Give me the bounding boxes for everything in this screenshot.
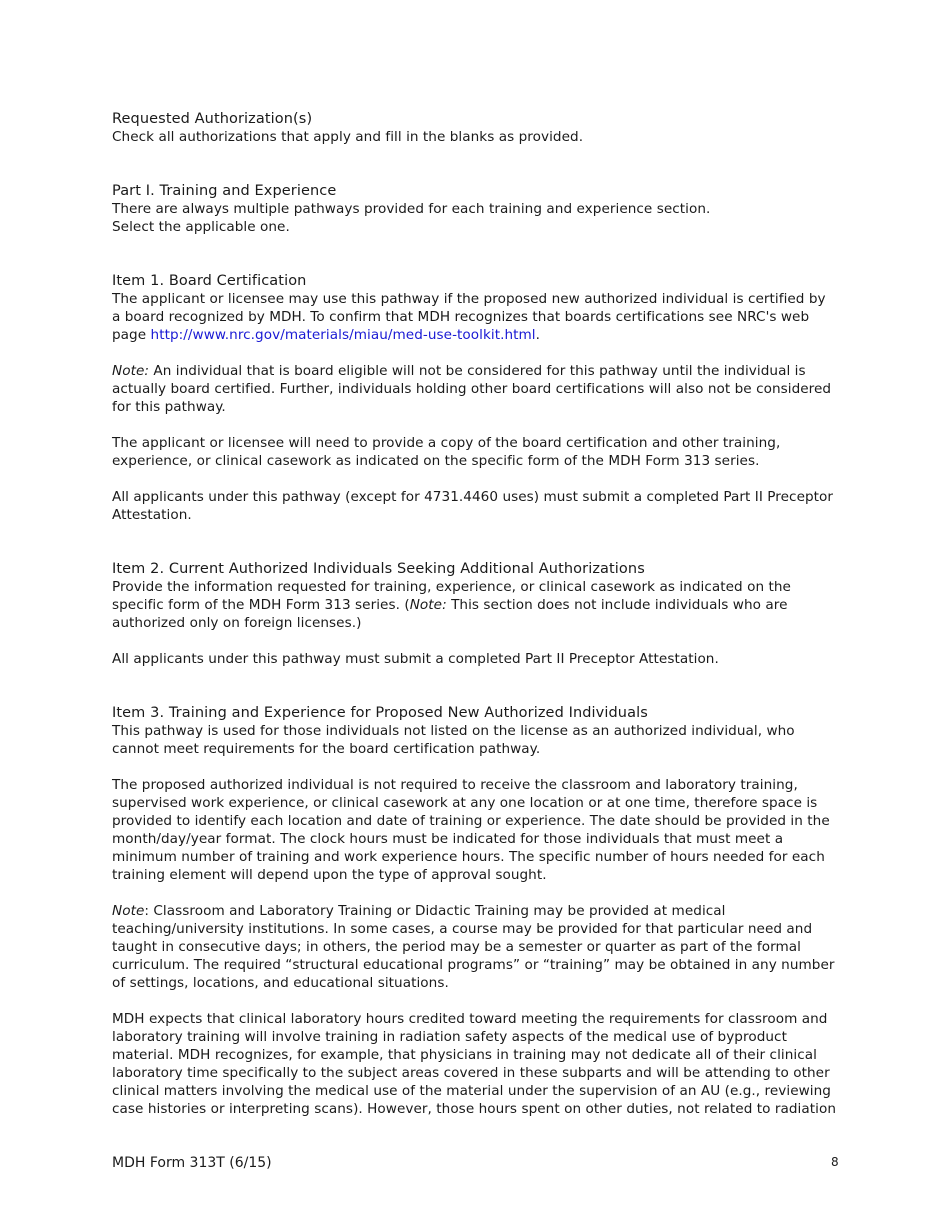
part1-line2: Select the applicable one. [112, 219, 290, 235]
item2-note-label: Note: [409, 597, 447, 613]
item3-note [112, 902, 838, 992]
item1-note [112, 362, 838, 416]
item1-p1-end: . [535, 327, 541, 343]
item2-paragraph-2: All applicants under this pathway must submit a completed Part II Preceptor Attestation. [112, 651, 719, 667]
item1-note-label: Note: [112, 363, 150, 379]
item3-note-text: : Classroom and Laboratory Training or Didactic Training may be provided at medical teaching/university institutions. In some cases, a course may be provided for that particular need and taught in consecutive days; in others, the period may be a semester or quarter as part of the formal curriculum. The required “structural educational programs” or “training” may be obtained in any number of settings, locations, and educational situations. [112, 903, 835, 991]
nrc-toolkit-link[interactable]: http://www.nrc.gov/materials/miau/med-use-toolkit.html [150, 327, 536, 343]
item3-paragraph-2: The proposed authorized individual is not required to receive the classroom and laboratory training, supervised work experience, or clinical casework at any one location or at one time, therefore space is provided to identify each location and date of training or experience. The date should be provided in the month/day/year format. The clock hours must be indicated for those individuals that must meet a minimum number of training and work experience hours. The specific number of hours needed for each training element will depend upon the type of approval sought. [112, 777, 830, 883]
item3-paragraph-4: MDH expects that clinical laboratory hours credited toward meeting the requirements for classroom and laboratory training will involve training in radiation safety aspects of the medical use of byproduct material. MDH recognizes, for example, that physicians in training may not dedicate all of their clinical laboratory time specifically to the subject areas covered in these subparts and will be attending to other clinical matters involving the medical use of the material under the supervision of an AU (e.g., reviewing case histories or interpreting scans). However, those hours spent on other duties, not related to radiation [112, 1011, 837, 1117]
item2-p1-b: This section does not include individuals who are authorized only on foreign licenses.) [112, 597, 788, 631]
footer-page-number: 8 [831, 1155, 839, 1169]
requested-authorizations-text: Check all authorizations that apply and fill in the blanks as provided. [112, 129, 584, 145]
item1-paragraph-3: All applicants under this pathway (except for 4731.4460 uses) must submit a completed Part II Preceptor Attestation. [112, 489, 834, 523]
item1-paragraph-2: The applicant or licensee will need to provide a copy of the board certification and other training, experience, or clinical casework as indicated on the specific form of the MDH Form 313 series. [112, 435, 781, 469]
part1-heading: Part I. Training and Experience [112, 183, 337, 199]
part1-line1: There are always multiple pathways provided for each training and experience section. [112, 201, 711, 217]
item2-heading: Item 2. Current Authorized Individuals Seeking Additional Authorizations [112, 561, 645, 577]
item3-paragraph-1: This pathway is used for those individuals not listed on the license as an authorized individual, who cannot meet requirements for the board certification pathway. [112, 723, 795, 757]
page-content [112, 110, 838, 1118]
requested-authorizations-heading: Requested Authorization(s) [112, 111, 313, 127]
item1-paragraph-1 [112, 290, 838, 344]
item1-p1-text: The applicant or licensee may use this pathway if the proposed new authorized individual is certified by a board recognized by MDH. To confirm that MDH recognizes that boards certifications see NRC's web page [112, 291, 826, 343]
footer-form-id: MDH Form 313T (6/15) [112, 1155, 272, 1171]
item1-heading: Item 1. Board Certification [112, 273, 307, 289]
item1-note-text: An individual that is board eligible will not be considered for this pathway until the individual is actually board certified. Further, individuals holding other board certifications will also not be considered for this pathway. [112, 363, 832, 415]
item2-paragraph-1 [112, 578, 838, 632]
item2-p1-a: Provide the information requested for training, experience, or clinical casework as indicated on the specific form of the MDH Form 313 series. ( [112, 579, 791, 613]
item3-heading: Item 3. Training and Experience for Proposed New Authorized Individuals [112, 705, 648, 721]
item3-note-label: Note [112, 903, 145, 919]
